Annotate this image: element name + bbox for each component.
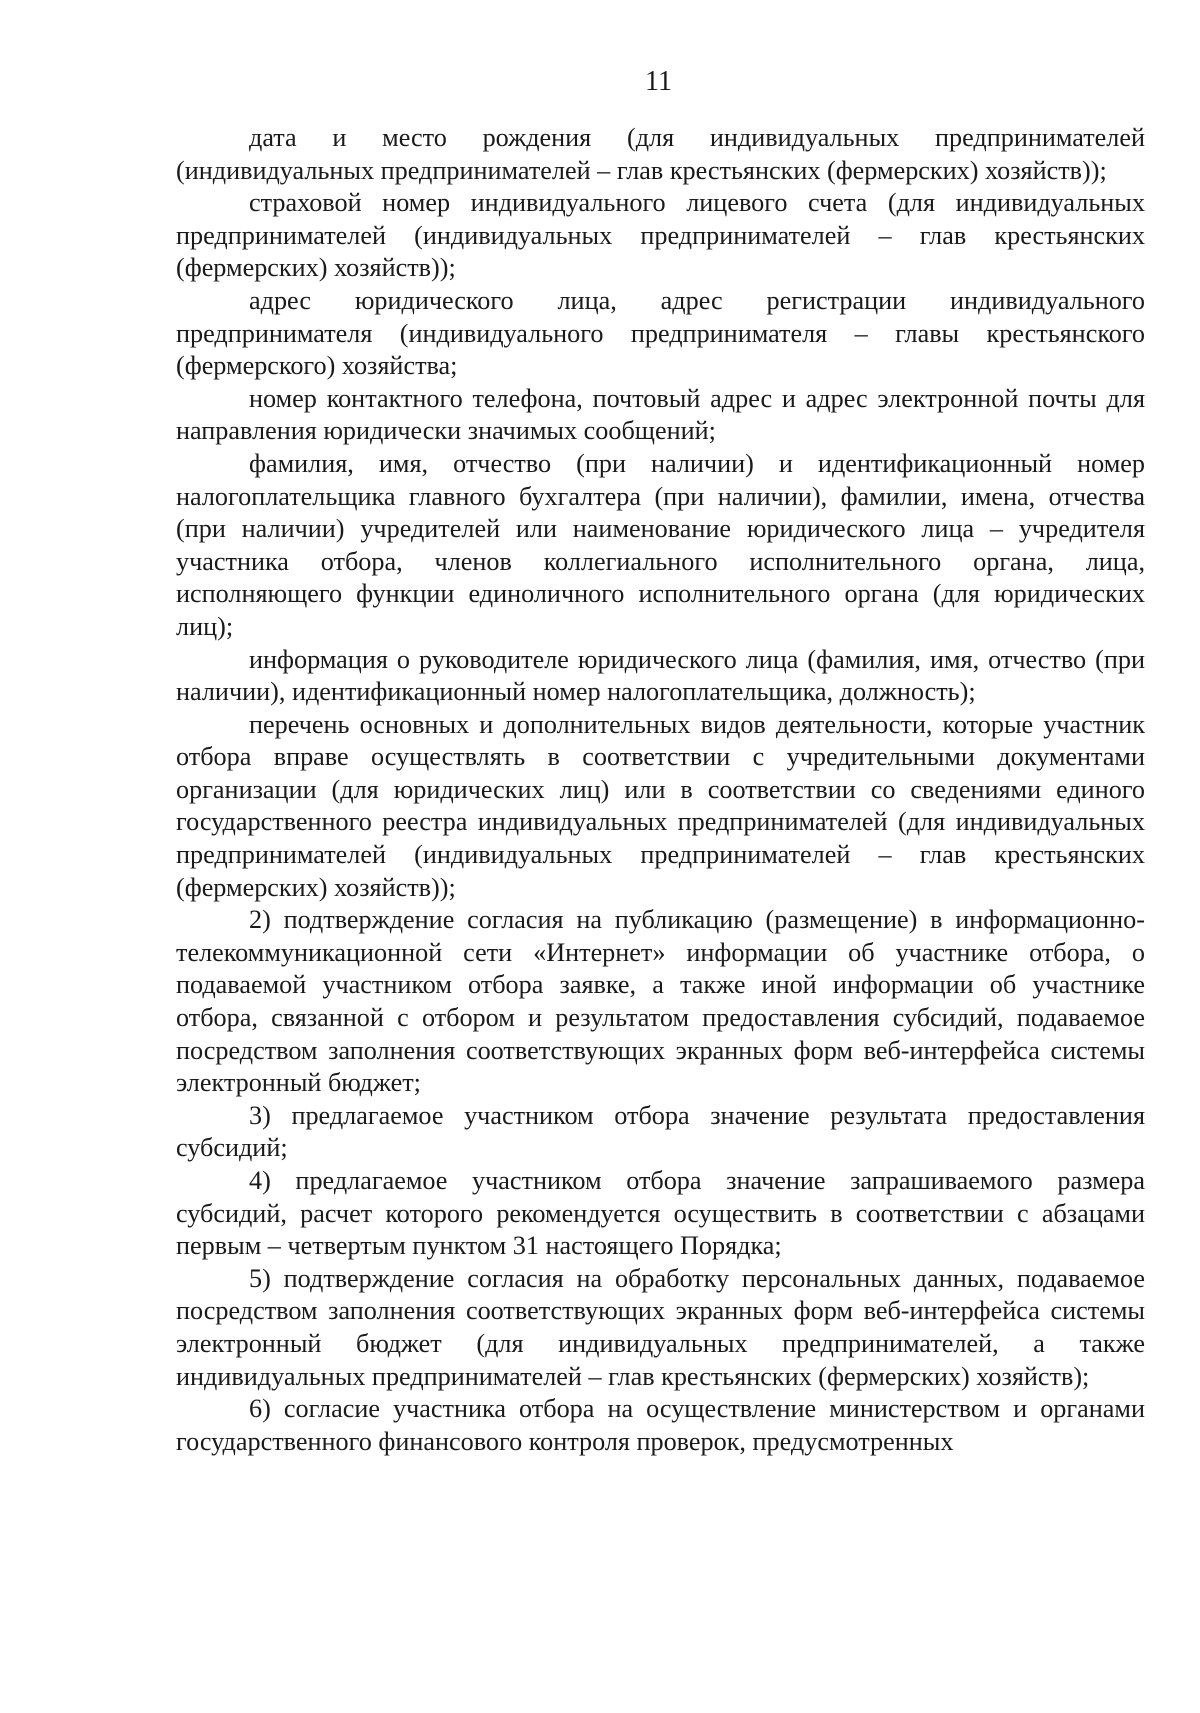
- paragraph-item-6: 6) согласие участника отбора на осуществление министерством и органами государственного финансового контроля проверок, предусмотренных: [176, 1394, 1145, 1456]
- document-body: [176, 122, 1145, 1458]
- paragraph-activities: перечень основных и дополнительных видов деятельности, которые участник отбора вправе осуществлять в соответствии с учредительными документами организации (для юридических лиц) или в соответствии со сведениями единого государственного реестра индивидуальных предпринимателей (для индивидуальных предпринимателей (индивидуальных предпринимателей – глав крестьянских (фермерских) хозяйств));: [176, 709, 1145, 902]
- paragraph-address: адрес юридического лица, адрес регистрации индивидуального предпринимателя (индивидуального предпринимателя – главы крестьянского (фермерского) хозяйства;: [176, 285, 1145, 381]
- paragraph-item-3: 3) предлагаемое участником отбора значение результата предоставления субсидий;: [176, 1100, 1145, 1163]
- page-number: 11: [645, 66, 672, 97]
- paragraph-insurance-number: страховой номер индивидуального лицевого счета (для индивидуальных предпринимателей (индивидуальных предпринимателей – глав крестьянских (фермерских) хозяйств));: [176, 188, 1145, 283]
- paragraph-item-5: 5) подтверждение согласия на обработку персональных данных, подаваемое посредством заполнения соответствующих экранных форм веб-интерфейса системы электронный бюджет (для индивидуальных предпринимателей, а также индивидуальных предпринимателей – глав крестьянских (фермерских) хозяйств);: [176, 1263, 1145, 1391]
- paragraph-contacts: номер контактного телефона, почтовый адрес и адрес электронной почты для направления юридически значимых сообщений;: [176, 383, 1145, 446]
- paragraph-accountant-founders: фамилия, имя, отчество (при наличии) и идентификационный номер налогоплательщика главного бухгалтера (при наличии), фамилии, имена, отчества (при наличии) учредителей или наименование юридического лица – учредителя участника отбора, членов коллегиального исполнительного органа, лица, исполняющего функции единоличного исполнительного органа (для юридических лиц);: [176, 448, 1145, 641]
- paragraph-birth-date: дата и место рождения (для индивидуальных предпринимателей (индивидуальных предпринимателей – глав крестьянских (фермерских) хозяйств));: [176, 123, 1145, 185]
- paragraph-item-2: 2) подтверждение согласия на публикацию (размещение) в информационно-телекоммуникационной сети «Интернет» информации об участнике отбора, о подаваемой участником отбора заявке, а также иной информации об участнике отбора, связанной с отбором и результатом предоставления субсидий, подаваемое посредством заполнения соответствующих экранных форм веб-интерфейса системы электронный бюджет;: [176, 905, 1145, 1098]
- paragraph-item-4: 4) предлагаемое участником отбора значение запрашиваемого размера субсидий, расчет которого рекомендуется осуществить в соответствии с абзацами первым – четвертым пунктом 31 настоящего Порядка;: [176, 1166, 1145, 1261]
- paragraph-head-info: информация о руководителе юридического лица (фамилия, имя, отчество (при наличии), идентификационный номер налогоплательщика, должность);: [176, 644, 1145, 707]
